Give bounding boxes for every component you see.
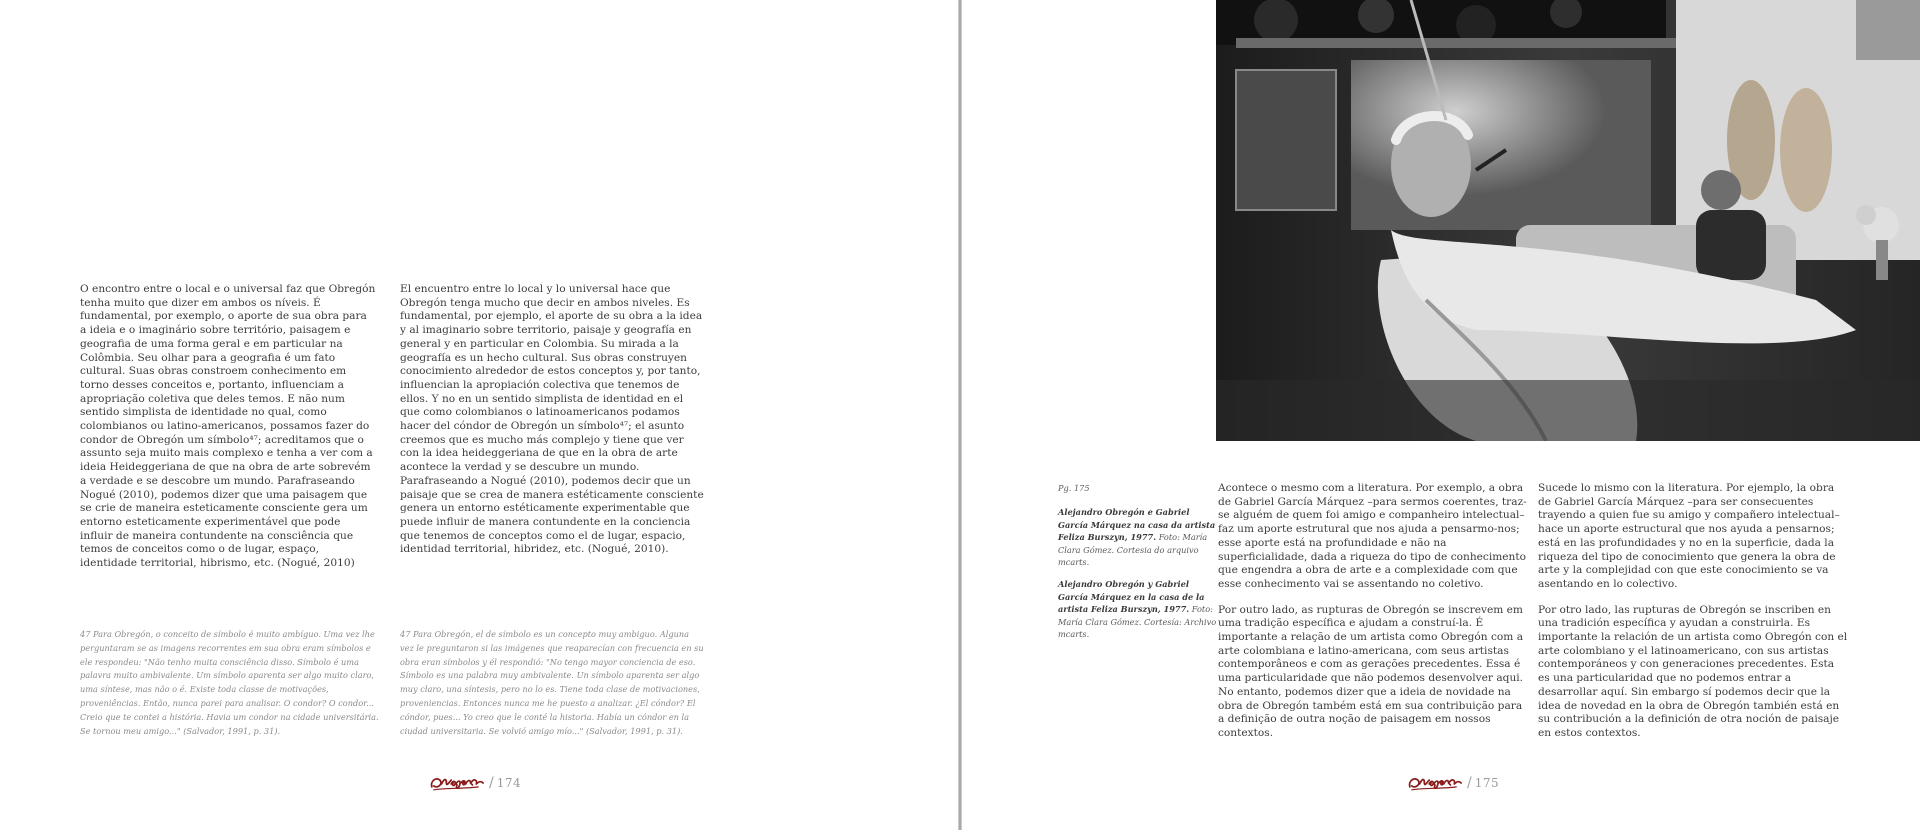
body-paragraph: O encontro entre o local e o universal faz que Obregón tenha muito que dizer em ambos os níveis. É fundamental, por exemplo, o aporte de sua obra para a ideia e o imaginário sobre território, paisagem e geografia de uma forma geral e em particular na Colômbia. Seu olhar para a geografia é um fato cultural. Suas obras constroem conhecimento em torno desses conceitos e, portanto, influenciam a apropriação coletiva que deles temos. E não num sentido simplista de identidade no qual, como colombianos ou latino-americanos, possamos fazer do condor de Obregón um símbolo⁴⁷; acreditamos que o assunto seja muito mais complexo e tenha a ver com a ideia Heideggeriana de que na obra de arte sobrevém a verdade e se descobre um mundo. Parafraseando Nogué (2010), podemos dizer que uma paisagem que se crie de maneira esteticamente consciente gera um entorno esteticamente experimentável que pode influir de maneira contundente na consciência que temos de conceitos como o de lugar, espaço, identidade territorial, hibrismo, etc. (Nogué, 2010) bbox=[80, 283, 376, 570]
awning-fringe bbox=[1236, 38, 1676, 48]
page-folio bbox=[428, 772, 521, 794]
folio-separator: / bbox=[489, 775, 494, 791]
portuguese-body-text bbox=[80, 283, 376, 583]
person-right-head bbox=[1701, 170, 1741, 210]
page-folio bbox=[1406, 772, 1499, 794]
page-number: 174 bbox=[496, 776, 522, 790]
spanish-body-text bbox=[400, 283, 704, 569]
spanish-body-text bbox=[1538, 482, 1848, 753]
caption-title: Alejandro Obregón e Gabriel García Márquez na casa da artista Feliza Burszyn, 1977. bbox=[1058, 507, 1216, 543]
framed-picture bbox=[1856, 0, 1920, 60]
window bbox=[1236, 70, 1336, 210]
footnote-portuguese: 47 Para Obregón, o conceito de símbolo é muito ambíguo. Uma vez lhe perguntaram se as imagens recorrentes em sua obra eram símbolos e ele respondeu: "Não tenho muita consciência disso. Símbolo é uma palavra muito ambivalente. Um símbolo aparenta ser algo muito claro, uma síntese, mas não o é. Existe toda classe de motivações, proveniências. Então, nunca parei para analisar. O condor? O condor... Creio que te contei a história. Havia um condor na cidade universitária. Se tornou meu amigo..." (Salvador, 1991, p. 31). bbox=[80, 629, 379, 736]
folio-separator: / bbox=[1467, 775, 1472, 791]
person-right-body bbox=[1696, 210, 1766, 280]
obregon-signature-logo bbox=[1406, 772, 1464, 794]
portuguese-body-text bbox=[1218, 482, 1528, 753]
page-number: 175 bbox=[1474, 776, 1500, 790]
body-paragraph: Sucede lo mismo con la literatura. Por ejemplo, la obra de Gabriel García Márquez –para ser consecuentes trayendo a quien fue su amigo y compañero intelectual– hace un aporte estructural que nos ayuda a pensarnos; está en las profundidades y no en la superficie, dada la riqueza del tipo de conocimiento que genera la obra de arte y la complejidad con que este conocimiento se va asentando en lo colectivo. bbox=[1538, 482, 1840, 590]
body-paragraph: Por otro lado, las rupturas de Obregón se inscriben en una tradición específica y ayudan a construirla. Es importante la relación de un artista como Obregón con el arte colombiano y el latinoamericano, con sus artistas contemporáneos y con generaciones precedentes. Esta es una particularidad que no podemos entrar a desarrollar aquí. Sin embargo sí podemos decir que la idea de novedad en la obra de Obregón también está en su contribución a la definición de otra noción de paisaje en estos contextos. bbox=[1538, 603, 1848, 739]
body-paragraph: Por outro lado, as rupturas de Obregón se inscrevem em uma tradição específica e ajudam a construí-la. É importante a relação de um artista como Obregón com a arte colombiana e latino-americana, com seus artistas contemporâneos e com as gerações precedentes. Essa é uma particularidade que não podemos desenvolver aqui. No entanto, podemos dizer que a ideia de novidade na obra de Obregón também está em sua contribuição para a definição de outra noção de paisagem em nossos contextos. bbox=[1218, 603, 1524, 739]
photo-caption bbox=[1058, 482, 1218, 650]
caption-page-reference: Pg. 175 bbox=[1058, 483, 1090, 493]
sculpture bbox=[1780, 88, 1832, 212]
footnote-spanish: 47 Para Obregón, el de símbolo es un concepto muy ambiguo. Alguna vez le preguntaron si las imágenes que reaparecían con frecuencia en su obra eran símbolos y él respondió: "No tengo mayor conciencia de eso. Símbolo es una palabra muy ambivalente. Un símbolo aparenta ser algo muy claro, una síntesis, pero no lo es. Tiene toda clase de motivaciones, proveniencias. Entonces nunca me he puesto a analizar. ¿El cóndor? El cóndor, pues... Yo creo que le conté la historia. Había un cóndor en la ciudad universitaria. Se volvió amigo mío..." (Salvador, 1991, p. 31). bbox=[400, 629, 704, 736]
body-paragraph: Acontece o mesmo com a literatura. Por exemplo, a obra de Gabriel García Márquez –para sermos coerentes, traz-se alguém de quem foi amigo e companheiro intelectual– faz um aporte estrutural que nos ajuda a pensarmo-nos; esse aporte está na profundidade e não na superficialidade, dada a riqueza do tipo de conhecimento que engendra a obra de arte e a complexidade com que esse conhecimento vai se assentando no coletivo. bbox=[1218, 482, 1527, 590]
caption-spanish bbox=[1058, 578, 1218, 640]
black-white-photograph bbox=[1216, 0, 1920, 441]
left-page bbox=[0, 0, 958, 830]
floor bbox=[1216, 380, 1920, 441]
caption-portuguese bbox=[1058, 506, 1218, 568]
caption-credit: Foto: María Clara Gómez. Cortesia do arquivo mcarts. bbox=[1058, 532, 1208, 568]
caption-title: Alejandro Obregón y Gabriel García Márquez en la casa de la artista Feliza Burszyn, 1977. bbox=[1058, 579, 1205, 615]
obregon-signature-logo bbox=[428, 772, 486, 794]
body-paragraph: El encuentro entre lo local y lo universal hace que Obregón tenga mucho que decir en ambos niveles. Es fundamental, por ejemplo, el aporte de su obra a la idea y al imaginario sobre territorio, paisaje y geografía en general y en particular en Colombia. Su mirada a la geografía es un hecho cultural. Sus obras construyen conocimiento alrededor de estos conceptos y, por tanto, influencian la apropiación colectiva que tenemos de ellos. Y no en un sentido simplista de identidad en el que como colombianos o latinoamericanos podamos hacer del cóndor de Obregón un símbolo⁴⁷; el asunto creemos que es mucho más complejo y tiene que ver con la idea heideggeriana de que en la obra de arte acontece la verdad y se descubre un mundo. Parafraseando a Nogué (2010), podemos decir que un paisaje que se crea de manera estéticamente consciente genera un entorno estéticamente experimentable que puede influir de manera contundente en la conciencia que tenemos de conceptos como el de lugar, espacio, identidad territorial, hibridez, etc. (Nogué, 2010). bbox=[400, 283, 704, 556]
caption-credit: Foto: María Clara Gómez. Cortesía: Archivo mcarts. bbox=[1058, 604, 1217, 640]
